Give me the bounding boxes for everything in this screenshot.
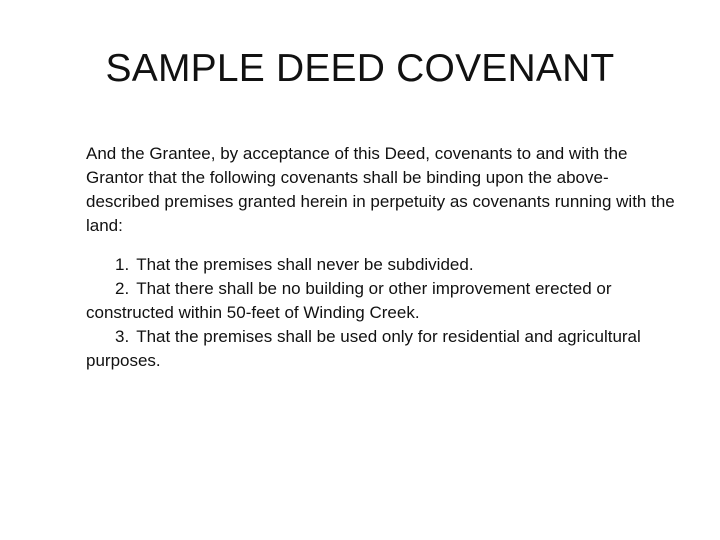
covenant-number: 1.	[115, 255, 130, 274]
covenant-text: That there shall be no building or other improvement erected or constructed within 50-feet of Winding Creek.	[86, 279, 612, 322]
covenant-number: 2.	[115, 279, 130, 298]
slide-body	[86, 142, 682, 373]
intro-paragraph: And the Grantee, by acceptance of this Deed, covenants to and with the Grantor that the following covenants shall be binding upon the above-described premises granted herein in perpetuity as covenants running with the land:	[86, 144, 675, 235]
covenant-text: That the premises shall never be subdivided.	[136, 255, 474, 274]
covenant-number: 3.	[115, 327, 130, 346]
covenant-item-3	[86, 325, 682, 373]
covenant-text: That the premises shall be used only for residential and agricultural purposes.	[86, 327, 641, 370]
covenant-list	[86, 253, 682, 373]
covenant-item-2	[86, 277, 682, 325]
covenant-item-1	[86, 253, 682, 277]
slide-title: SAMPLE DEED COVENANT	[105, 47, 615, 90]
